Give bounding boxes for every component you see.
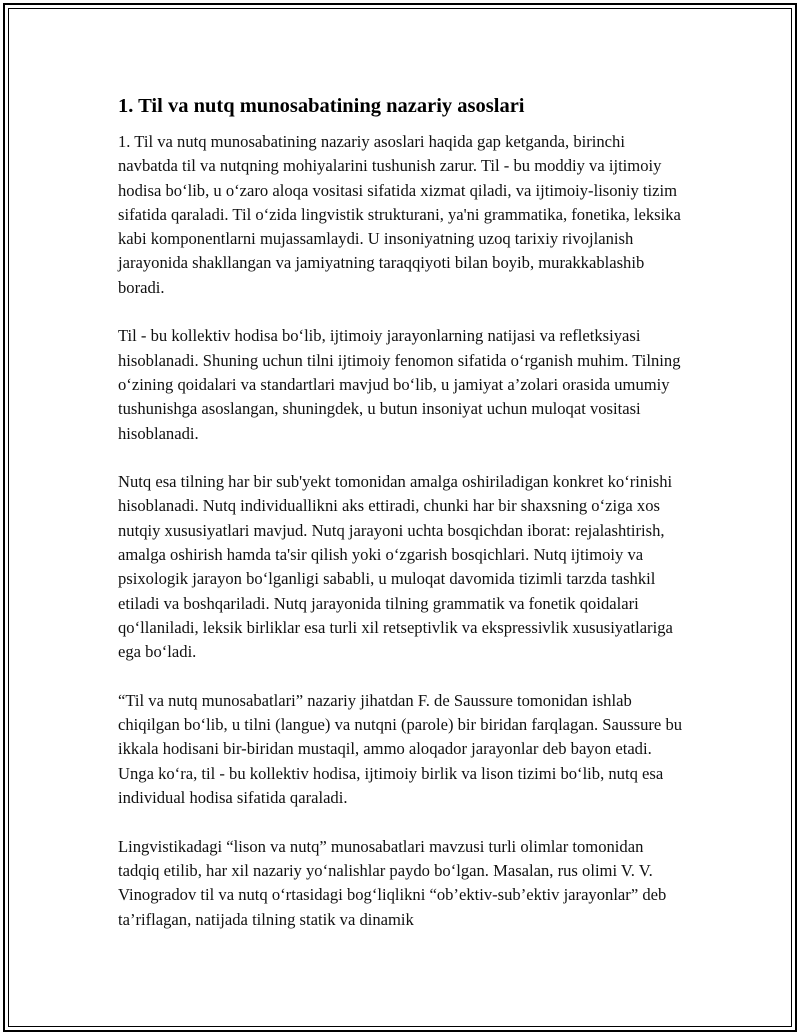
paragraph-3: Nutq esa tilning har bir sub'yekt tomonidan amalga oshiriladigan konkret ko‘rinishi hisoblanadi. Nutq individuallikni aks ettiradi, chunki har bir shaxsning o‘ziga xos nutqiy xususiyatlari mavjud. Nutq jarayoni uchta bosqichdan iborat: rejalashtirish, amalga oshirish hamda ta'sir qilish yoki o‘zgarish bosqichlari. Nutq ijtimoiy va psixologik jarayon bo‘lganligi sababli, u muloqat davomida tizimli tarzda tashkil etiladi va boshqariladi. Nutq jarayonida tilning grammatik va fonetik qoidalari qo‘llaniladi, leksik birliklar esa turli xil retseptivlik va ekspressivlik xususiyatlariga ega bo‘ladi.	[118, 472, 673, 662]
paragraph-5: Lingvistikadagi “lison va nutq” munosabatlari mavzusi turli olimlar tomonidan tadqiq etilib, har xil nazariy yo‘nalishlar paydo bo‘lgan. Masalan, rus olimi V. V. Vinogradov til va nutq o‘rtasidagi bog‘liqlikni “ob’ektiv-sub’ektiv jarayonlar” deb ta’riflagan, natijada tilning statik va dinamik	[118, 836, 667, 929]
paragraph-2: Til - bu kollektiv hodisa bo‘lib, ijtimoiy jarayonlarning natijasi va refletksiyasi hisoblanadi. Shuning uchun tilni ijtimoiy fenomon sifatida o‘rganish muhim. Tilning o‘zining qoidalari va standartlari mavjud bo‘lib, u jamiyat a’zolari orasida umumiy tushunishga asoslangan, shuningdek, u butun insoniyat uchun muloqat vositasi hisoblanadi.	[118, 326, 681, 443]
paragraph-4: “Til va nutq munosabatlari” nazariy jihatdan F. de Saussure tomonidan ishlab chiqilgan bo‘lib, u tilni (langue) va nutqni (parole) bir biridan farqlagan. Saussure bu ikkala hodisani bir-biridan mustaqil, ammo aloqador jarayonlar deb bayon etadi. Unga ko‘ra, til - bu kollektiv hodisa, ijtimoiy birlik va lison tizimi bo‘lib, nutq esa individual hodisa sifatida qaraladi.	[118, 690, 683, 808]
paragraph-1: 1. Til va nutq munosabatining nazariy asoslari haqida gap ketganda, birinchi navbatda til va nutqning mohiyalarini tushunish zarur. Til - bu moddiy va ijtimoiy hodisa bo‘lib, u o‘zaro aloqa vositasi sifatida xizmat qiladi, va ijtimoiy-lisoniy tizim sifatida qaraladi. Til o‘zida lingvistik strukturani, ya'ni grammatika, fonetika, leksika kabi komponentlarni mujassamlaydi. U insoniyatning uzoq tarixiy rivojlanish jarayonida shakllangan va jamiyatning taraqqiyoti bilan boyib, murakkablashib boradi.	[118, 132, 681, 297]
section-heading: 1. Til va nutq munosabatining nazariy asoslari	[118, 95, 525, 117]
document-body	[118, 92, 688, 956]
